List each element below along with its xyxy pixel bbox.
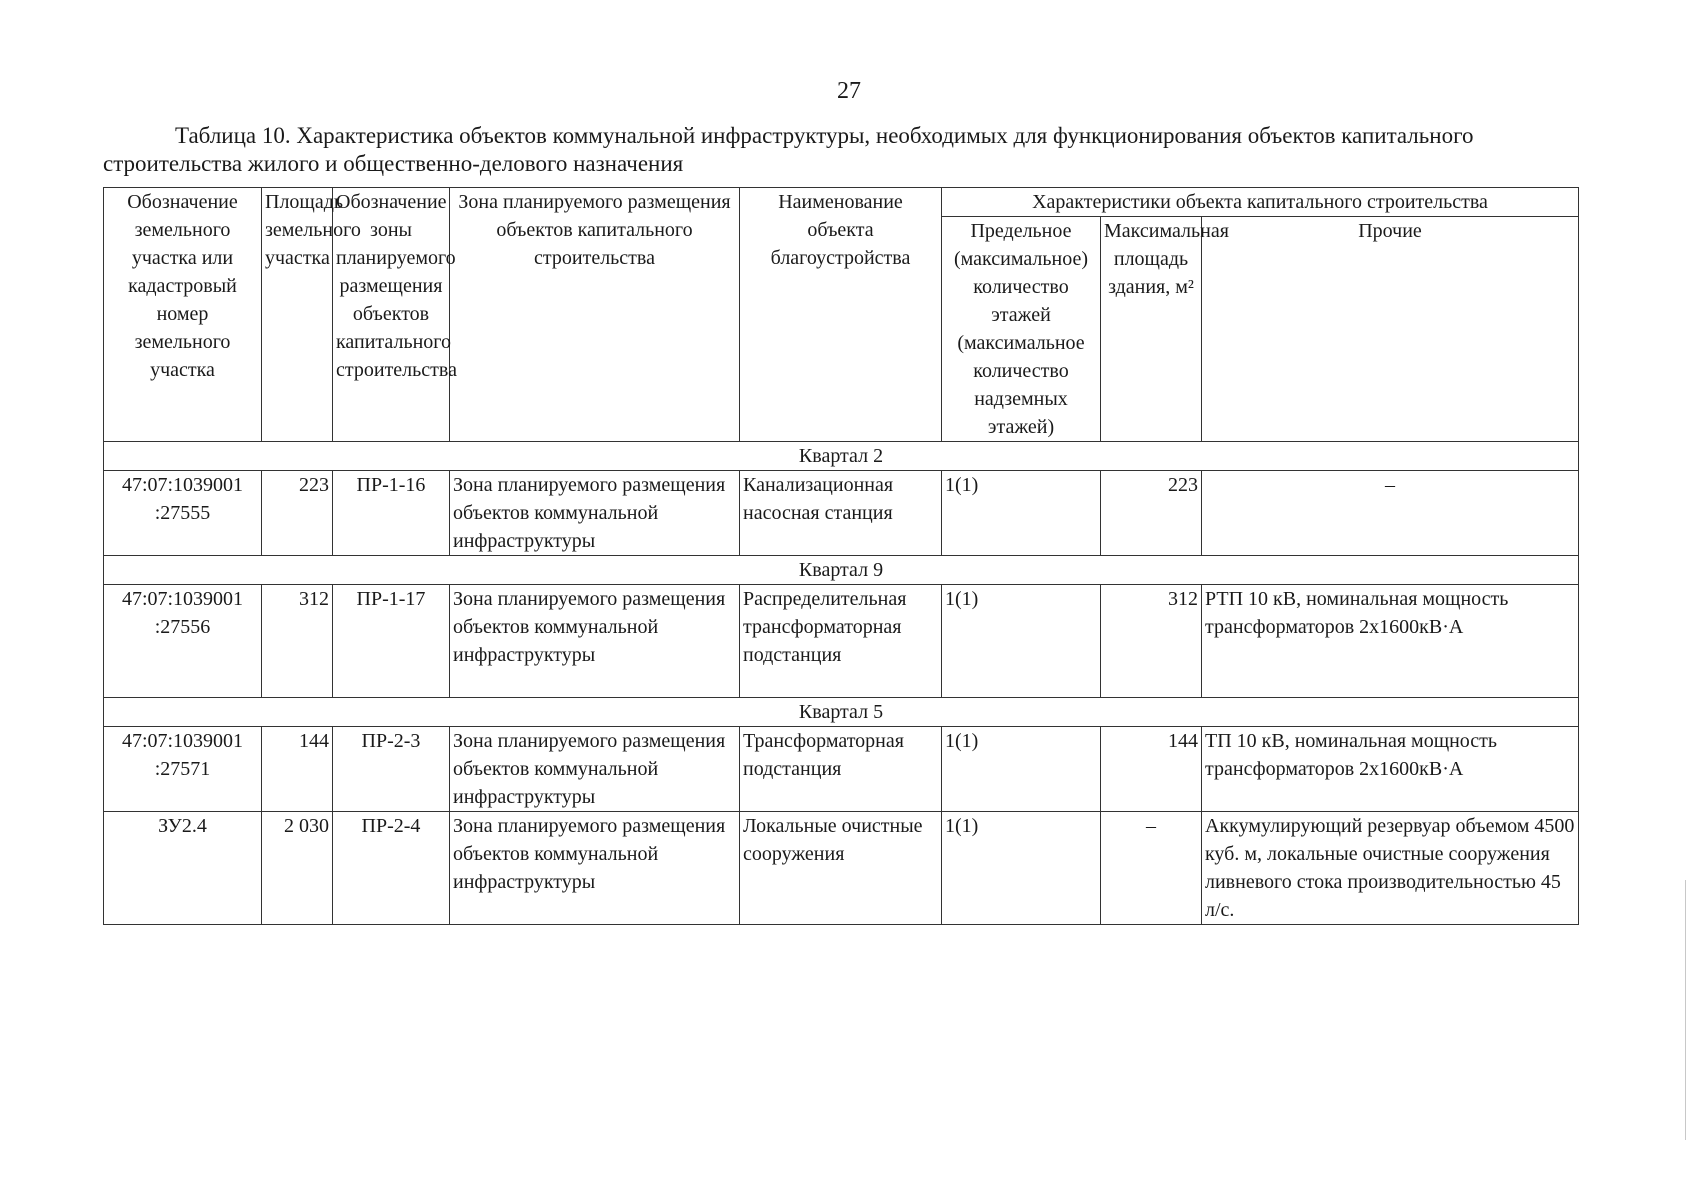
header-other: Прочие (1202, 217, 1579, 442)
cell-floors: 1(1) (942, 727, 1101, 812)
cell-zone-name: Зона планируемого размещения объектов коммунальной инфраструктуры (450, 471, 740, 556)
header-area: Площадь земельного участка (262, 188, 333, 442)
table-row (104, 471, 1579, 556)
header-object-name: Наименование объекта благоустройства (740, 188, 942, 442)
header-max-area: Максимальная площадь здания, м² (1101, 217, 1202, 442)
table-caption: Таблица 10. Характеристика объектов коммунальной инфраструктуры, необходимых для функционирования объектов капитального строительства жилого и общественно-делового назначения (103, 123, 1474, 176)
cell-max-area: 144 (1101, 727, 1202, 812)
header-zone-name: Зона планируемого размещения объектов капитального строительства (450, 188, 740, 442)
infrastructure-table (103, 187, 1579, 925)
cell-max-area: 223 (1101, 471, 1202, 556)
cell-zone-code: ПР-1-16 (333, 471, 450, 556)
cell-other: – (1202, 471, 1579, 556)
cell-object-name: Канализационная насосная станция (740, 471, 942, 556)
cell-max-area: 312 (1101, 585, 1202, 698)
section-title: Квартал 2 (104, 442, 1579, 471)
cell-zone-name: Зона планируемого размещения объектов коммунальной инфраструктуры (450, 585, 740, 698)
table-row (104, 585, 1579, 698)
cell-floors: 1(1) (942, 812, 1101, 925)
cell-object-name: Трансформаторная подстанция (740, 727, 942, 812)
cell-other: РТП 10 кВ, номинальная мощность трансформаторов 2х1600кВ·А (1202, 585, 1579, 698)
cell-other: Аккумулирующий резервуар объемом 4500 куб. м, локальные очистные сооружения ливневого стока производительностью 45 л/с. (1202, 812, 1579, 925)
page-number: 27 (837, 78, 861, 104)
section-row (104, 698, 1579, 727)
section-row (104, 556, 1579, 585)
cell-other: ТП 10 кВ, номинальная мощность трансформаторов 2х1600кВ·А (1202, 727, 1579, 812)
header-zone-code: Обозначение зоны планируемого размещения объектов капитального строительства (333, 188, 450, 442)
cell-object-name: Локальные очистные сооружения (740, 812, 942, 925)
cell-zone-code: ПР-1-17 (333, 585, 450, 698)
cell-area: 144 (262, 727, 333, 812)
cell-area: 223 (262, 471, 333, 556)
cell-zone-code: ПР-2-4 (333, 812, 450, 925)
cell-object-name: Распределительная трансформаторная подстанция (740, 585, 942, 698)
cell-area: 312 (262, 585, 333, 698)
cell-max-area: – (1101, 812, 1202, 925)
table-row (104, 727, 1579, 812)
cell-land-id: 47:07:1039001 :27571 (104, 727, 262, 812)
cell-floors: 1(1) (942, 585, 1101, 698)
section-row (104, 442, 1579, 471)
section-title: Квартал 5 (104, 698, 1579, 727)
cell-floors: 1(1) (942, 471, 1101, 556)
cell-zone-name: Зона планируемого размещения объектов коммунальной инфраструктуры (450, 727, 740, 812)
header-land-id: Обозначение земельного участка или кадастровый номер земельного участка (104, 188, 262, 442)
cell-area: 2 030 (262, 812, 333, 925)
scan-edge-line (1685, 880, 1686, 1140)
cell-zone-code: ПР-2-3 (333, 727, 450, 812)
cell-land-id: ЗУ2.4 (104, 812, 262, 925)
cell-zone-name: Зона планируемого размещения объектов коммунальной инфраструктуры (450, 812, 740, 925)
section-title: Квартал 9 (104, 556, 1579, 585)
cell-land-id: 47:07:1039001 :27555 (104, 471, 262, 556)
table-row (104, 812, 1579, 925)
cell-land-id: 47:07:1039001 :27556 (104, 585, 262, 698)
header-characteristics: Характеристики объекта капитального строительства (942, 188, 1579, 217)
header-floors: Предельное (максимальное) количество этажей (максимальное количество надземных этажей) (942, 217, 1101, 442)
